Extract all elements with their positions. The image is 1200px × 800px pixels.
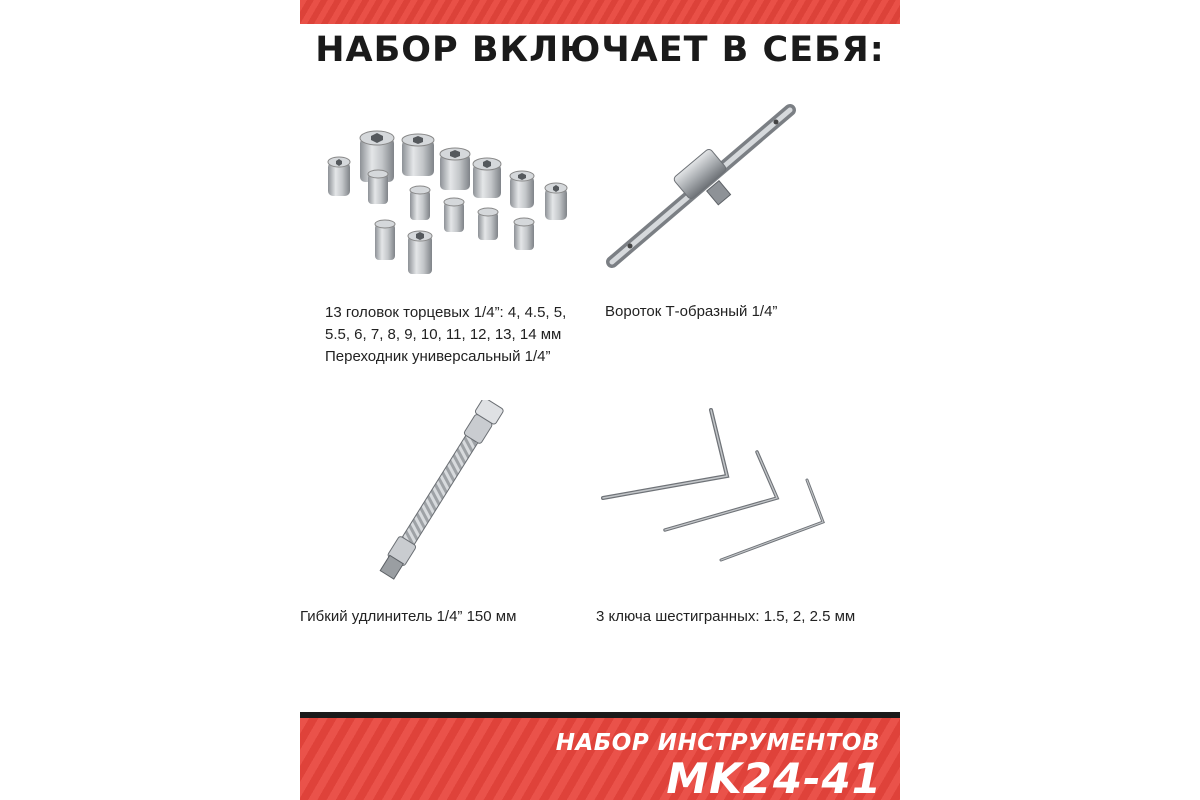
flex-extension-icon: [320, 400, 560, 580]
caption-line: Переходник универсальный 1/4”: [325, 348, 551, 365]
product-code: MK24-41: [666, 754, 882, 800]
product-card: [300, 0, 900, 800]
socket: [440, 148, 470, 190]
top-stripe: [300, 0, 900, 24]
socket: [402, 134, 434, 176]
socket: [510, 171, 534, 208]
item-caption-sockets: [325, 302, 566, 368]
page-title: НАБОР ВКЛЮЧАЕТ В СЕБЯ:: [315, 30, 885, 70]
socket: [545, 183, 567, 220]
hex-keys-icon: [595, 402, 835, 572]
sockets-icon: [320, 118, 580, 278]
socket: [328, 157, 350, 196]
product-name: НАБОР ИНСТРУМЕНТОВ: [555, 730, 880, 756]
footer-banner: [300, 712, 900, 800]
t-handle-icon: [600, 96, 800, 276]
item-caption-hex-keys: [596, 606, 855, 628]
caption-line: 5.5, 6, 7, 8, 9, 10, 11, 12, 13, 14 мм: [325, 326, 562, 343]
item-caption-flex-extension: [300, 606, 516, 628]
socket: [410, 186, 430, 220]
socket: [368, 170, 388, 204]
socket: [473, 158, 501, 198]
socket: [514, 218, 534, 250]
caption-line: 3 ключа шестигранных: 1.5, 2, 2.5 мм: [596, 608, 856, 625]
socket: [375, 220, 395, 260]
item-caption-t-handle: [605, 301, 777, 323]
caption-line: Вороток Т-образный 1/4”: [605, 303, 778, 320]
socket: [444, 198, 464, 232]
caption-line: Гибкий удлинитель 1/4” 150 мм: [300, 608, 517, 625]
caption-line: 13 головок торцевых 1/4”: 4, 4.5, 5,: [325, 304, 567, 321]
socket: [478, 208, 498, 240]
adapter: [408, 231, 432, 274]
